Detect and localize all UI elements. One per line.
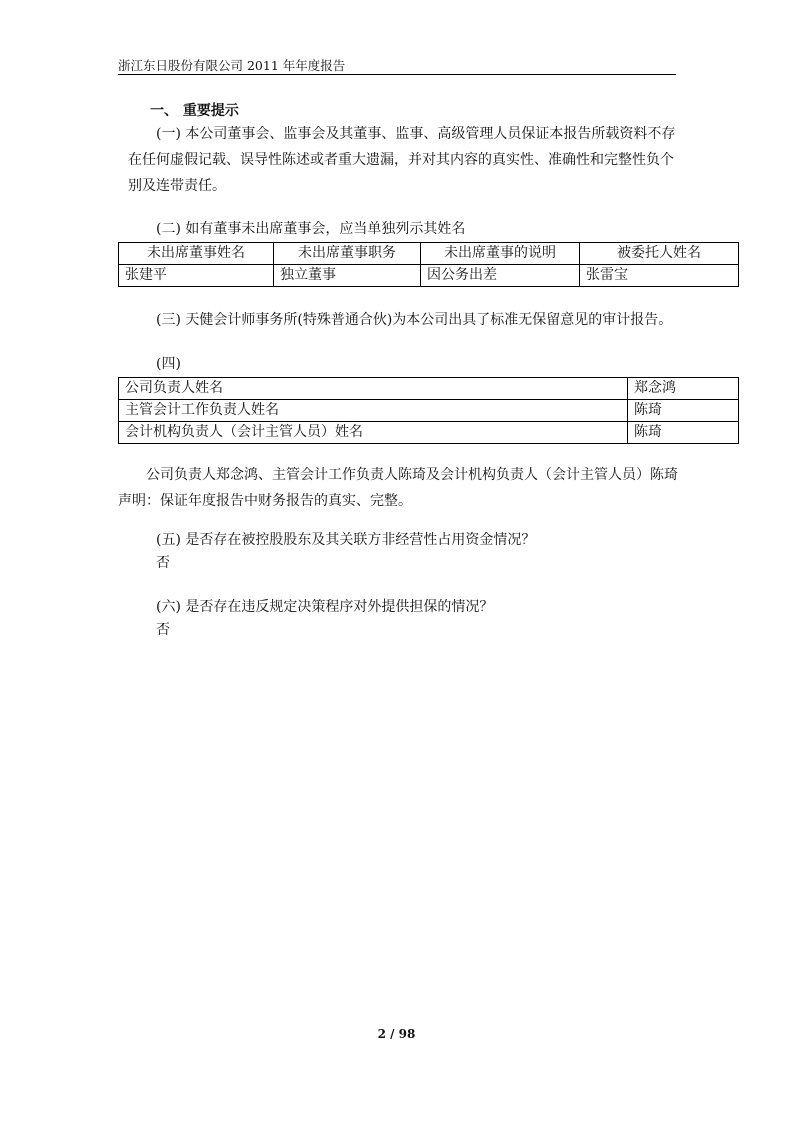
statement-line2: 声明：保证年度报告中财务报告的真实、完整。 [118, 493, 412, 509]
table-cell: 郑念鸿 [628, 378, 739, 400]
table-row [119, 265, 739, 287]
table-cell: 陈琦 [628, 422, 739, 444]
table-header-cell: 未出席董事的说明 [421, 243, 580, 265]
item6-answer: 否 [156, 622, 170, 638]
table-cell: 主管会计工作负责人姓名 [119, 400, 628, 422]
page-number: 2 / 98 [377, 1027, 416, 1041]
item5-question: (五) 是否存在被控股股东及其关联方非经营性占用资金情况？ [156, 532, 536, 548]
item1-line2: 在任何虚假记载、误导性陈述或者重大遗漏，并对其内容的真实性、准确性和完整性负个 [128, 152, 674, 168]
item6-question: (六) 是否存在违反规定决策程序对外提供担保的情况？ [156, 599, 494, 615]
item3-text: (三) 天健会计师事务所(特殊普通合伙)为本公司出具了标准无保留意见的审计报告。 [156, 312, 673, 328]
table-cell: 陈琦 [628, 400, 739, 422]
item1-line3: 别及连带责任。 [128, 178, 226, 194]
statement-line1: 公司负责人郑念鸿、主管会计工作负责人陈琦及会计机构负责人（会计主管人员）陈琦 [146, 467, 678, 483]
item2-text: (二) 如有董事未出席董事会，应当单独列示其姓名 [156, 221, 466, 237]
table-header-cell: 被委托人姓名 [580, 243, 739, 265]
table-cell: 张雷宝 [580, 265, 739, 287]
absent-directors-table [118, 242, 739, 287]
item1-line1: (一) 本公司董事会、监事会及其董事、监事、高级管理人员保证本报告所载资料不存 [156, 126, 676, 142]
table-cell: 公司负责人姓名 [119, 378, 628, 400]
table-row [119, 400, 739, 422]
report-header: 浙江东日股份有限公司 2011 年年度报告 [118, 58, 346, 73]
table-header-cell: 未出席董事姓名 [119, 243, 274, 265]
table-cell: 独立董事 [274, 265, 421, 287]
item4-label: (四) [156, 356, 181, 372]
table-row [119, 422, 739, 444]
table-cell: 会计机构负责人（会计主管人员）姓名 [119, 422, 628, 444]
responsible-persons-table [118, 377, 739, 444]
item5-answer: 否 [156, 555, 170, 571]
header-rule [118, 74, 676, 75]
table-header-row [119, 243, 739, 265]
table-header-cell: 未出席董事职务 [274, 243, 421, 265]
table-row [119, 378, 739, 400]
table-cell: 张建平 [119, 265, 274, 287]
table-cell: 因公务出差 [421, 265, 580, 287]
section-title: 一、 重要提示 [150, 103, 239, 119]
